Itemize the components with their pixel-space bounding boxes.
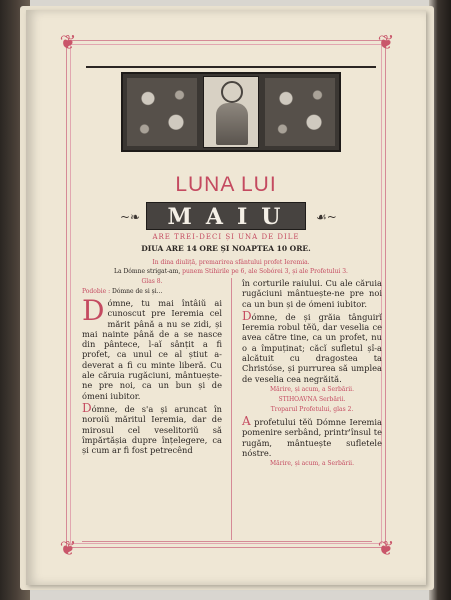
bottom-rule <box>82 541 372 542</box>
flourish-icon: ~❧ <box>120 210 141 224</box>
page-title: LUNA LUI <box>175 173 277 196</box>
hymn-paragraph: în corturile raiului. Cu ale căruia rugăciuni mântuește-ne pre noi ca un bun și de ómeni iubitor. <box>242 278 382 309</box>
corner-ornament-icon: ❦ <box>377 536 395 560</box>
flourish-icon: ☙~ <box>316 210 337 224</box>
rubric: Mărire, și acum, a Serbării. <box>270 385 354 393</box>
corner-ornament-icon: ❦ <box>59 30 77 54</box>
book-page <box>26 10 426 585</box>
initial-letter: D <box>242 308 252 323</box>
podobie-line: Podobie : Dómne de si și... <box>82 288 163 295</box>
tone-rubric: Glas 8. <box>141 278 163 285</box>
corner-ornament-icon: ❦ <box>59 536 77 560</box>
vespers-note: La Dómne strigat-am, punem Stihirile pe 6, ale Sobórei 3, și ale Profetului 3. <box>114 268 348 275</box>
floral-ornament-icon <box>127 78 197 146</box>
rubric: STIHOAVNA Serbării. <box>278 395 346 403</box>
rubric: Mărire, și acum, a Serbării. <box>270 460 354 468</box>
header-engraving <box>121 72 341 152</box>
initial-letter: D <box>82 400 92 415</box>
troparion-paragraph: A profetului tĕŭ Dómne Ieremia pomenire serbând, printr'însul te rugăm, mântuește sufletele nóstre. <box>242 413 382 458</box>
hours-info: DIUA ARE 14 ORE ȘI NOAPTEA 10 ORE. <box>141 244 311 253</box>
hymn-paragraph: D ómne, tu mai întâiŭ ai cunoscut pre Ieremia cel mărit până a nu se zidi, și mai nainte până de a se nasce din pântece, l-aĭ sânțit a fi profet, ca unul ce al știut a-deverat a fi cu minte liberă. Cu ale căruia rugăciuni, mântuește-ne pre noi, ca un bun și de ómeni iubitor. <box>82 294 222 401</box>
right-column <box>242 278 382 470</box>
hymn-paragraph: Dómne, de s'a și aruncat în noroiŭ măritul Ieremia, dar de mirosul cel veselitoriŭ să împărtășia dupre înțelegere, ca și cum ar fi fost petrecênd <box>82 400 222 456</box>
month-name: MAIU <box>146 202 306 230</box>
days-count: ARE TREI-DECI ȘI UNA DE DILE <box>152 233 300 241</box>
header-rule <box>86 66 376 68</box>
corner-ornament-icon: ❦ <box>377 30 395 54</box>
floral-ornament-icon <box>265 78 335 146</box>
drop-cap: D <box>82 294 105 327</box>
saint-icon <box>203 76 259 148</box>
feast-note: In dina diuliță, premarirea sfântului profet Ieremia. <box>152 259 310 266</box>
column-divider <box>231 278 232 540</box>
hymn-paragraph: Dómne, de și grăia tânguirĭ Ieremia robul tĕŭ, dar veselia ce avea către tine, ca un profet, nu o a împuținat; căcĭ sufletul șî-a alcătuit cu dragostea ta Christóse, și purrurea să umplea de veselia cea negrăită. <box>242 308 382 384</box>
left-column <box>82 278 222 457</box>
initial-letter: A <box>242 413 251 428</box>
rubric: Troparul Profetului, glas 2. <box>270 405 354 413</box>
